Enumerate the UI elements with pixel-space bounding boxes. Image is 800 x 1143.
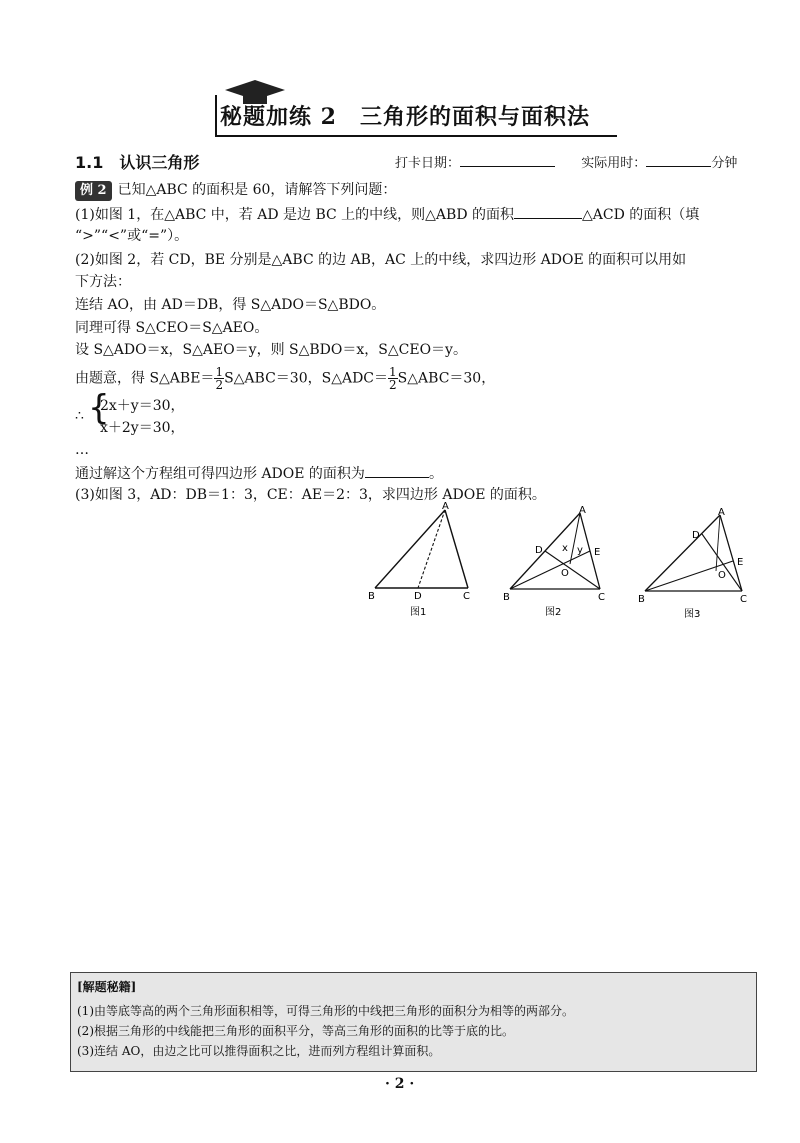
l5-text-b: 。 — [428, 466, 443, 482]
fig3-label-b: B — [638, 594, 645, 605]
fig2-label-b: B — [503, 592, 510, 603]
fig2-label-o: O — [561, 568, 569, 579]
fig3-label-e: E — [737, 557, 744, 568]
page-title: 秘题加练 2 三角形的面积与面积法 — [220, 104, 590, 130]
q3-line: (3)如图 3，AD：DB＝1：3，CE：AE＝2：3，求四边形 ADOE 的面积。 — [75, 487, 546, 503]
example-intro — [75, 180, 396, 201]
hint-3: (3)连结 AO，由边之比可以推得面积之比，进而列方程组计算面积。 — [77, 1044, 441, 1058]
equation-2: x＋2y＝30， — [100, 420, 185, 436]
l4-text-a: 由题意，得 S△ABE＝ — [75, 370, 215, 387]
fig2-label-d: D — [535, 545, 543, 556]
therefore-sign: ∴ — [75, 408, 84, 424]
fig3-label-c: C — [740, 594, 747, 605]
l4-text-c: S△ABC＝30， — [397, 370, 496, 387]
time-label: 实际用时： — [581, 156, 647, 171]
q1-answer-blank[interactable] — [514, 204, 582, 219]
fig1-label-a: A — [442, 501, 449, 512]
area-answer-blank[interactable] — [365, 463, 429, 478]
hints-title: [解题秘籍] — [77, 980, 137, 994]
ellipsis: … — [75, 442, 89, 458]
time-unit: 分钟 — [711, 156, 738, 171]
time-field[interactable] — [646, 152, 711, 167]
l5-text-a: 通过解这个方程组可得四边形 ADOE 的面积为 — [75, 466, 365, 482]
figure-3 — [630, 505, 755, 625]
method-line-2: 同理可得 S△CEO＝S△AEO。 — [75, 320, 269, 336]
q2-line-2: 下方法： — [75, 274, 131, 290]
equation-1: 2x＋y＝30， — [100, 398, 185, 414]
result-line — [75, 463, 443, 484]
fig2-label-e: E — [594, 547, 601, 558]
hint-1: (1)由等底等高的两个三角形面积相等，可得三角形的中线把三角形的面积分为相等的两部分。 — [77, 1004, 575, 1018]
fig2-caption: 图2 — [545, 607, 562, 618]
fig3-caption: 图3 — [684, 609, 701, 620]
l4-text-b: S△ABC＝30，S△ADC＝ — [224, 370, 389, 387]
fig3-label-o: O — [718, 570, 726, 581]
q1-text-a: (1)如图 1，在△ABC 中，若 AD 是边 BC 上的中线，则△ABD 的面积 — [75, 207, 515, 223]
figure-1 — [360, 500, 490, 620]
q1-line-2: “>”“<”或“=”）。 — [75, 228, 189, 244]
page-number: · 2 · — [385, 1076, 415, 1092]
fig1-caption: 图1 — [410, 607, 427, 618]
checkin-label: 打卡日期： — [395, 156, 461, 171]
fig1-label-c: C — [463, 591, 470, 602]
q2-line: (2)如图 2，若 CD，BE 分别是△ABC 的边 AB，AC 上的中线，求四边形 ADOE 的面积可以用如 — [75, 252, 687, 268]
system-brace: { — [88, 388, 110, 428]
section-heading: 1.1 认识三角形 — [75, 153, 200, 172]
q1-text-b: △ACD 的面积（填 — [582, 207, 700, 223]
checkin-date-field[interactable] — [460, 152, 555, 167]
fig2-label-c: C — [598, 592, 605, 603]
checkin-row — [395, 152, 737, 171]
frac-den: 2 — [215, 378, 224, 392]
method-line-3: 设 S△ADO＝x，S△AEO＝y，则 S△BDO＝x，S△CEO＝y。 — [75, 342, 467, 358]
frac-den-2: 2 — [389, 378, 397, 392]
fig1-label-d: D — [414, 591, 422, 602]
fig3-label-a: A — [718, 507, 725, 518]
frac-num: 1 — [215, 365, 224, 379]
method-line-1: 连结 AO，由 AD＝DB，得 S△ADO＝S△BDO。 — [75, 297, 386, 313]
example-badge: 例 2 — [75, 181, 112, 201]
fraction-half — [214, 366, 224, 391]
fig2-label-a: A — [579, 505, 586, 516]
method-line-4 — [75, 366, 495, 391]
fig2-label-y: y — [577, 545, 583, 556]
fraction-half-2 — [388, 366, 398, 391]
fig3-label-d: D — [692, 530, 700, 541]
frac-num-2: 1 — [389, 365, 397, 379]
fig2-label-x: x — [562, 543, 568, 554]
figure-2 — [495, 505, 615, 620]
hint-2: (2)根据三角形的中线能把三角形的面积平分，等高三角形的面积的比等于底的比。 — [77, 1024, 515, 1038]
fig1-label-b: B — [368, 591, 375, 602]
intro-text: 已知△ABC 的面积是 60，请解答下列问题： — [117, 182, 397, 198]
q1-line — [75, 204, 699, 225]
